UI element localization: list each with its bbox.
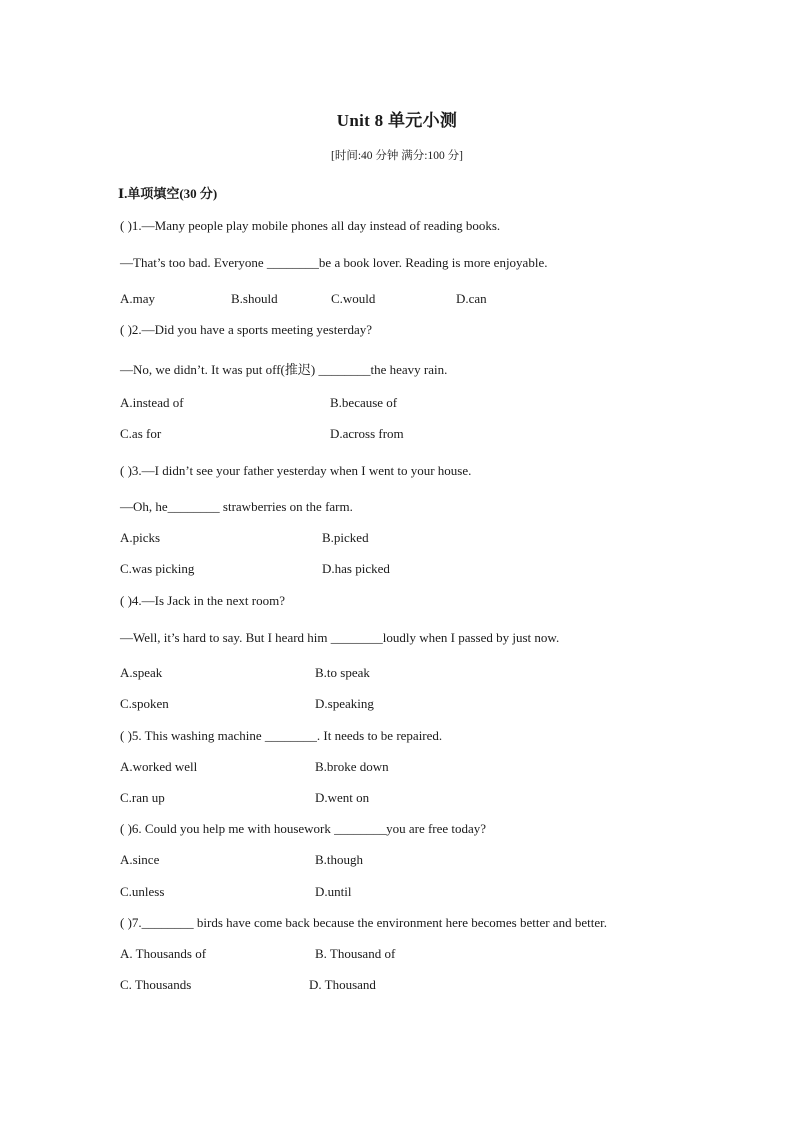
question-stem: ( )2.—Did you have a sports meeting yesterday?	[120, 322, 372, 337]
option-c: C.ran up	[120, 790, 165, 805]
option-a: A.speak	[120, 665, 163, 680]
question-stem: ( )7.________ birds have come back because the environment here becomes better and better.	[120, 915, 607, 930]
option-b: B.picked	[322, 530, 369, 545]
option-c: C.was picking	[120, 561, 195, 576]
page-title: Unit 8 单元小测	[336, 111, 458, 130]
option-c: C.would	[331, 291, 376, 306]
option-a: A. Thousands of	[120, 946, 207, 961]
option-d: D. Thousand	[309, 977, 376, 992]
question-stem: ( )1.—Many people play mobile phones all day instead of reading books.	[120, 218, 501, 233]
option-d: D.went on	[315, 790, 370, 805]
option-a: A.since	[120, 852, 160, 867]
option-b: B.to speak	[315, 665, 370, 680]
option-c: C.unless	[120, 884, 165, 899]
option-a: A.picks	[120, 530, 161, 545]
option-d: D.has picked	[322, 561, 390, 576]
option-b: B.though	[315, 852, 364, 867]
question-stem: ( )5. This washing machine ________. It needs to be repaired.	[120, 728, 443, 743]
option-b: B. Thousand of	[315, 946, 396, 961]
question-reply: —No, we didn’t. It was put off(推迟) ________the heavy rain.	[120, 362, 448, 377]
option-b: B.should	[231, 291, 278, 306]
option-a: A.may	[120, 291, 156, 306]
option-a: A.worked well	[120, 759, 198, 774]
option-c: C.as for	[120, 426, 162, 441]
option-b: B.broke down	[315, 759, 389, 774]
question-stem: ( )6. Could you help me with housework ________you are free today?	[120, 821, 487, 836]
option-d: D.across from	[330, 426, 404, 441]
question-reply: —Well, it’s hard to say. But I heard him ________loudly when I passed by just now.	[120, 630, 560, 645]
option-d: D.speaking	[315, 696, 374, 711]
question-reply: —Oh, he________ strawberries on the farm.	[120, 499, 353, 514]
option-d: D.until	[315, 884, 352, 899]
option-c: C. Thousands	[120, 977, 192, 992]
question-stem: ( )3.—I didn’t see your father yesterday when I went to your house.	[120, 463, 472, 478]
exam-info: [时间:40 分钟 满分:100 分]	[331, 150, 463, 162]
question-stem: ( )4.—Is Jack in the next room?	[120, 593, 285, 608]
option-d: D.can	[456, 291, 487, 306]
option-a: A.instead of	[120, 395, 184, 410]
option-c: C.spoken	[120, 696, 169, 711]
section-heading: Ⅰ.单项填空(30 分)	[118, 186, 218, 201]
option-b: B.because of	[330, 395, 398, 410]
question-reply: —That’s too bad. Everyone ________be a book lover. Reading is more enjoyable.	[120, 255, 548, 270]
